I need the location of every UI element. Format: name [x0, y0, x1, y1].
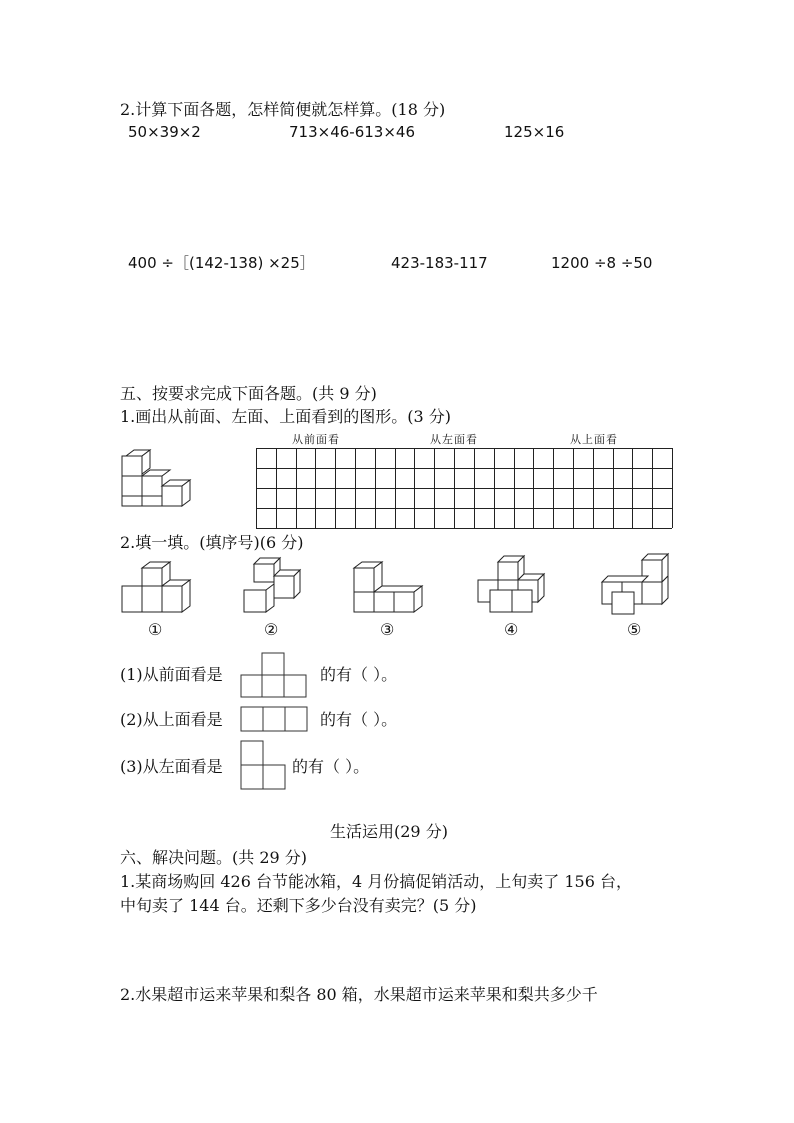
calc-problem: 400 ÷［(142-138) ×25］ — [128, 254, 315, 272]
view-shape-left — [240, 740, 290, 790]
calc-heading: 2.计算下面各题，怎样简便就怎样算。(18 分) — [120, 100, 446, 119]
calc-problem: 713×46-613×46 — [289, 123, 415, 141]
fill-item-3-suffix: 的有（ ）。 — [292, 757, 370, 776]
fill-item-1-suffix: 的有（ ）。 — [320, 665, 398, 684]
section6-q2-line1: 2.水果超市运来苹果和梨各 80 箱，水果超市运来苹果和梨共多少千 — [120, 985, 598, 1004]
section5-q2: 2.填一填。(填序号)(6 分) — [120, 533, 304, 552]
figure-number-4: ④ — [504, 620, 519, 639]
section6-q1-line1: 1.某商场购回 426 台节能冰箱，4 月份搞促销活动，上旬卖了 156 台， — [120, 872, 632, 891]
cube-figure-3 — [350, 560, 430, 616]
fill-item-2-suffix: 的有（ ）。 — [320, 710, 398, 729]
figure-number-3: ③ — [380, 620, 395, 639]
answer-blank-3[interactable] — [346, 754, 394, 778]
drawing-grid[interactable] — [256, 448, 672, 528]
cube-figure-2 — [240, 556, 310, 616]
view-label-left: 从左面看 — [430, 433, 478, 446]
cube-figure-4 — [474, 556, 554, 616]
section6-q1-line2: 中旬卖了 144 台。还剩下多少台没有卖完？(5 分) — [120, 896, 477, 915]
calc-problem: 50×39×2 — [128, 123, 201, 141]
view-label-front: 从前面看 — [292, 433, 340, 446]
answer-blank-2[interactable] — [374, 707, 422, 731]
section6-heading: 六、解决问题。(共 29 分) — [120, 848, 308, 867]
calc-problem: 423-183-117 — [391, 254, 488, 272]
calc-problem: 125×16 — [504, 123, 565, 141]
fill-item-1-prefix: (1)从前面看是 — [120, 665, 223, 684]
section-life-title: 生活运用(29 分) — [330, 822, 448, 841]
calc-problem: 1200 ÷8 ÷50 — [551, 254, 653, 272]
cube-figure-q1 — [118, 452, 198, 512]
fill-item-2-prefix: (2)从上面看是 — [120, 710, 223, 729]
view-shape-front — [240, 652, 310, 698]
view-shape-top — [240, 706, 310, 734]
section5-q1: 1.画出从前面、左面、上面看到的图形。(3 分) — [120, 407, 452, 426]
answer-blank-1[interactable] — [374, 662, 422, 686]
figure-number-5: ⑤ — [627, 620, 642, 639]
cube-figure-1 — [118, 560, 198, 616]
fill-item-3-prefix: (3)从左面看是 — [120, 757, 223, 776]
view-label-top: 从上面看 — [570, 433, 618, 446]
cube-figure-5 — [598, 554, 678, 616]
section5-heading: 五、按要求完成下面各题。(共 9 分) — [120, 384, 377, 403]
figure-number-1: ① — [148, 620, 163, 639]
figure-number-2: ② — [264, 620, 279, 639]
